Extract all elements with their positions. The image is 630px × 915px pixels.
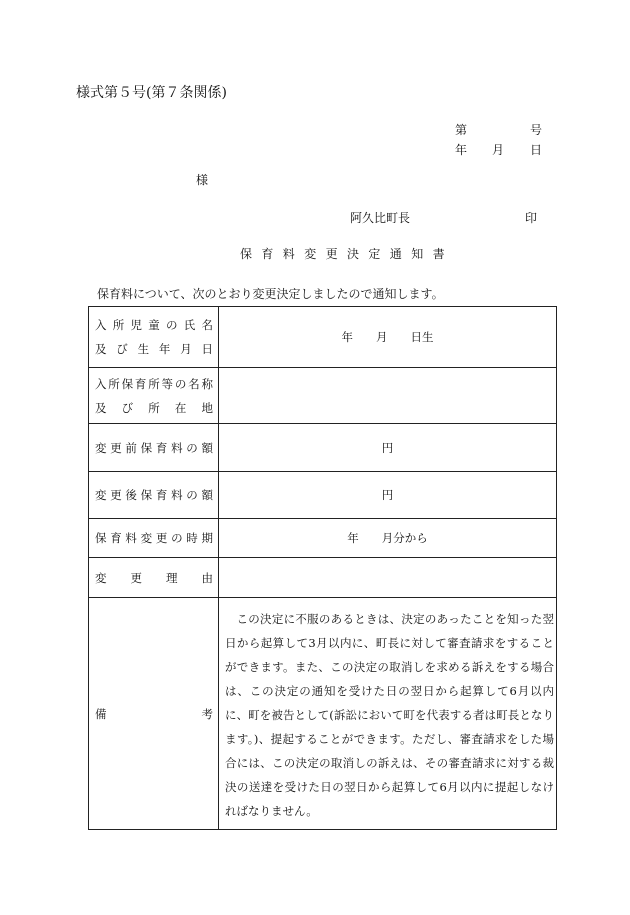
table-row-change-timing (89, 519, 557, 558)
number-suffix: 号 (530, 123, 543, 137)
seal-mark: 印 (525, 211, 538, 225)
table-row-fee-after (89, 472, 557, 519)
form-number: 様式第５号(第７条関係) (76, 85, 227, 101)
label-fee-before: 変更前保育料の額 (89, 424, 219, 472)
value-fee-before: 円 (219, 424, 557, 472)
recipient-suffix: 様 (196, 173, 209, 187)
date-year: 年 (455, 143, 468, 157)
document-number-line (455, 121, 543, 138)
date-day: 日 (530, 143, 543, 157)
label-remarks: 備考 (89, 598, 219, 830)
label-change-reason: 変更理由 (89, 558, 219, 598)
label-child-name-birthdate: 入所児童の氏名 及び生年月日 (89, 307, 219, 368)
table-row-child (89, 307, 557, 368)
issuer-name: 阿久比町長 (350, 211, 411, 225)
value-change-reason (219, 558, 557, 598)
table-row-fee-before (89, 424, 557, 472)
document-title: 保育料変更決定通知書 (240, 247, 455, 261)
value-facility (219, 368, 557, 424)
remarks-text: この決定に不服のあるときは、決定のあったことを知った翌日から起算して3月以内に、町長に対して審査請求をすることができます。また、この決定の取消しを求める訴えをする場合は、この決定の通知を受けた日の翌日から起算して6月以内に、町を被告として(訴訟において町を代表する者は町長となります。)、提起することができます。ただし、審査請求をした場合には、この決定の取消しの訴えは、その審査請求に対する裁決の送達を受けた日の翌日から起算して6月以内に提起しなければなりません。 (219, 598, 557, 830)
value-child-birthdate: 年 月 日生 (219, 307, 557, 368)
label-facility-name-address: 入所保育所等の名称 及び所在地 (89, 368, 219, 424)
notice-table (88, 306, 557, 830)
number-prefix: 第 (455, 123, 468, 137)
table-row-reason (89, 558, 557, 598)
table-row-remarks (89, 598, 557, 830)
value-change-timing: 年 月分から (219, 519, 557, 558)
label-fee-after: 変更後保育料の額 (89, 472, 219, 519)
label-change-timing: 保育料変更の時期 (89, 519, 219, 558)
value-fee-after: 円 (219, 472, 557, 519)
intro-text: 保育料について、次のとおり変更決定しましたので通知します。 (97, 287, 444, 301)
table-row-facility (89, 368, 557, 424)
date-month: 月 (492, 143, 505, 157)
